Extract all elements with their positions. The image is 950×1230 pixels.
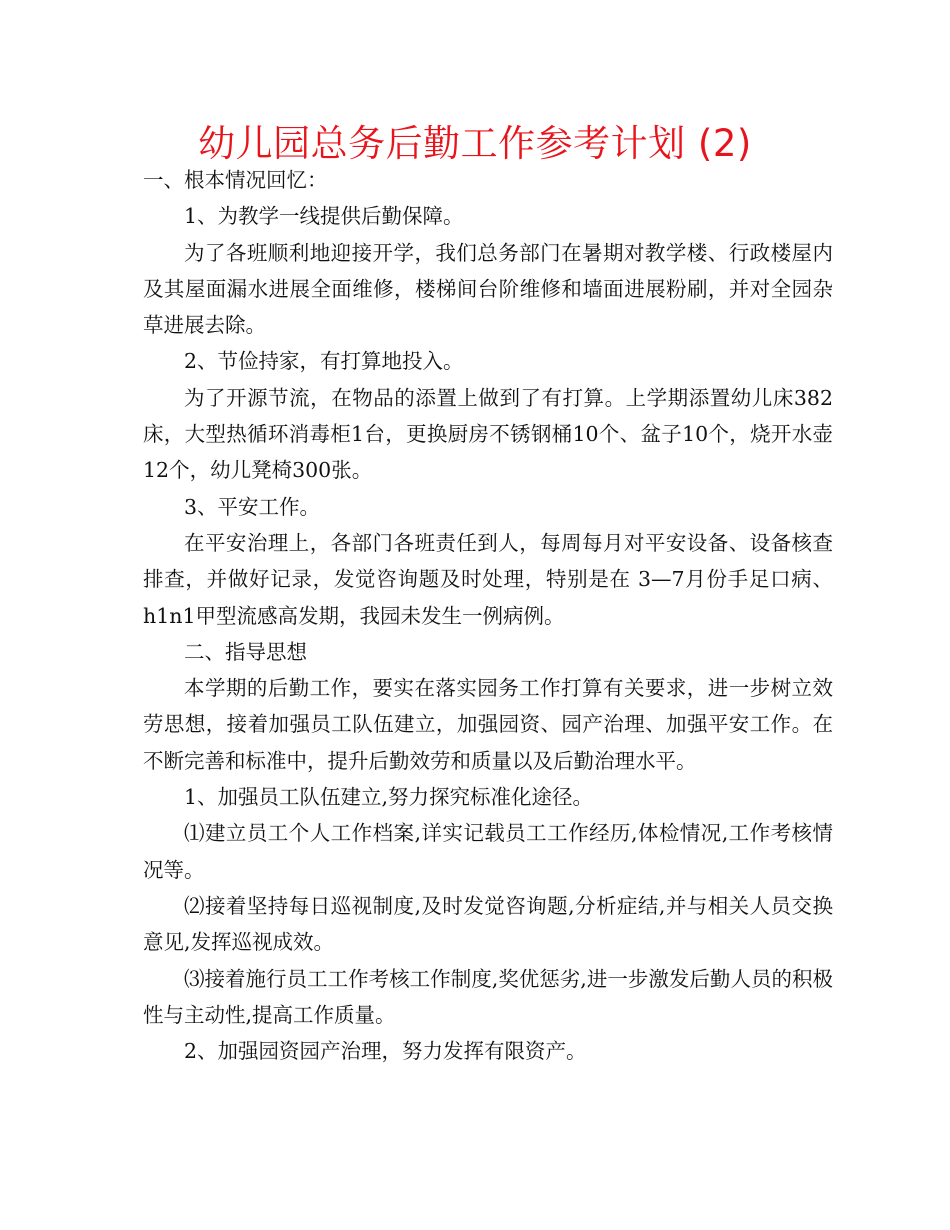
paragraph: 为了开源节流，在物品的添置上做到了有打算。上学期添置幼儿床382床，大型热循环消毒柜1台，更换厨房不锈钢桶10个、盆子10个，烧开水壶12个，幼儿凳椅300张。: [143, 385, 833, 483]
paragraph: ⑵接着坚持每日巡视制度,及时发觉咨询题,分析症结,并与相关人员交换意见,发挥巡视成效。: [143, 893, 833, 955]
paragraph: 在平安治理上，各部门各班责任到人，每周每月对平安设备、设备核查排查，并做好记录，发觉咨询题及时处理，特别是在 3—7月份手足口病、h1n1甲型流感高发期，我园未发生一例病例。: [143, 530, 833, 628]
paragraph: ⑶接着施行员工工作考核工作制度,奖优惩劣,进一步激发后勤人员的积极性与主动性,提高工作质量。: [143, 966, 833, 1027]
paragraph: 为了各班顺利地迎接开学，我们总务部门在暑期对教学楼、行政楼屋内及其屋面漏水进展全面维修，楼梯间台阶维修和墙面进展粉刷，并对全园杂草进展去除。: [143, 240, 833, 338]
paragraph: ⑴建立员工个人工作档案,详实记载员工工作经历,体检情况,工作考核情况等。: [143, 821, 833, 882]
section-heading-basic-situation: 一、根本情况回忆：: [143, 168, 328, 192]
document-title: 幼儿园总务后勤工作参考计划 (2): [198, 122, 752, 165]
section-heading-guiding-ideology: 二、指导思想: [184, 639, 307, 664]
paragraph: 3、平安工作。: [184, 494, 321, 519]
paragraph: 2、加强园资园产治理，努力发挥有限资产。: [184, 1039, 587, 1064]
paragraph: 2、节俭持家，有打算地投入。: [184, 349, 464, 374]
document-body: [143, 162, 833, 1069]
paragraph: 1、加强员工队伍建立,努力探究标准化途径。: [184, 785, 594, 810]
paragraph: 1、为教学一线提供后勤保障。: [184, 204, 464, 229]
paragraph: 本学期的后勤工作，要实在落实园务工作打算有关要求，进一步树立效劳思想，接着加强员工队伍建立，加强园资、园产治理、加强平安工作。在不断完善和标准中，提升后勤效劳和质量以及后勤治理水平。: [143, 676, 833, 773]
